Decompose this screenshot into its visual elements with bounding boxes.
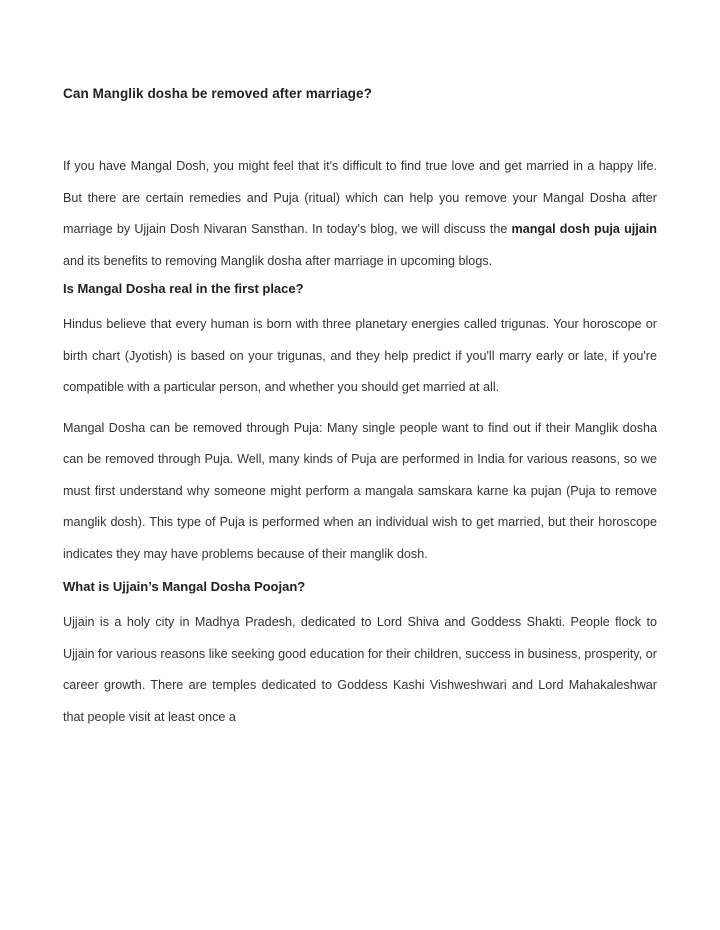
intro-paragraph <box>63 151 657 277</box>
section-heading-ujjain-poojan: What is Ujjain’s Mangal Dosha Poojan? <box>63 579 306 594</box>
section-heading-mangal-real: Is Mangal Dosha real in the first place? <box>63 281 304 296</box>
intro-bold-keyword: mangal dosh puja ujjain <box>511 222 657 236</box>
page-title: Can Manglik dosha be removed after marriage? <box>63 86 372 101</box>
paragraph-ujjain: Ujjain is a holy city in Madhya Pradesh, dedicated to Lord Shiva and Goddess Shakti. People flock to Ujjain for various reasons like seeking good education for their children, success in business, prosperity, or career growth. There are temples dedicated to Goddess Kashi Vishweshwari and Lord Mahakaleshwar that people visit at least once a <box>63 615 657 724</box>
paragraph-trigunas: Hindus believe that every human is born with three planetary energies called trigunas. Your horoscope or birth chart (Jyotish) is based on your trigunas, and they help predict if you'll marry early or late, if you're compatible with a particular person, and whether you should get married at all. <box>63 317 657 394</box>
intro-text-before: If you have Mangal Dosh, you might feel that it's difficult to find true love and get married in a happy life. But there are certain remedies and Puja (ritual) which can help you remove your Mangal Dosha after marriage by Ujjain Dosh Nivaran Sansthan. In today's blog, we will discuss the <box>63 159 657 236</box>
paragraph-puja-removal: Mangal Dosha can be removed through Puja: Many single people want to find out if their Manglik dosha can be removed through Puja. Well, many kinds of Puja are performed in India for various reasons, so we must first understand why someone might perform a mangala samskara karne ka pujan (Puja to remove manglik dosh). This type of Puja is performed when an individual wish to get married, but their horoscope indicates they may have problems because of their manglik dosh. <box>63 420 657 561</box>
intro-text-after: and its benefits to removing Manglik dosha after marriage in upcoming blogs. <box>63 253 493 268</box>
